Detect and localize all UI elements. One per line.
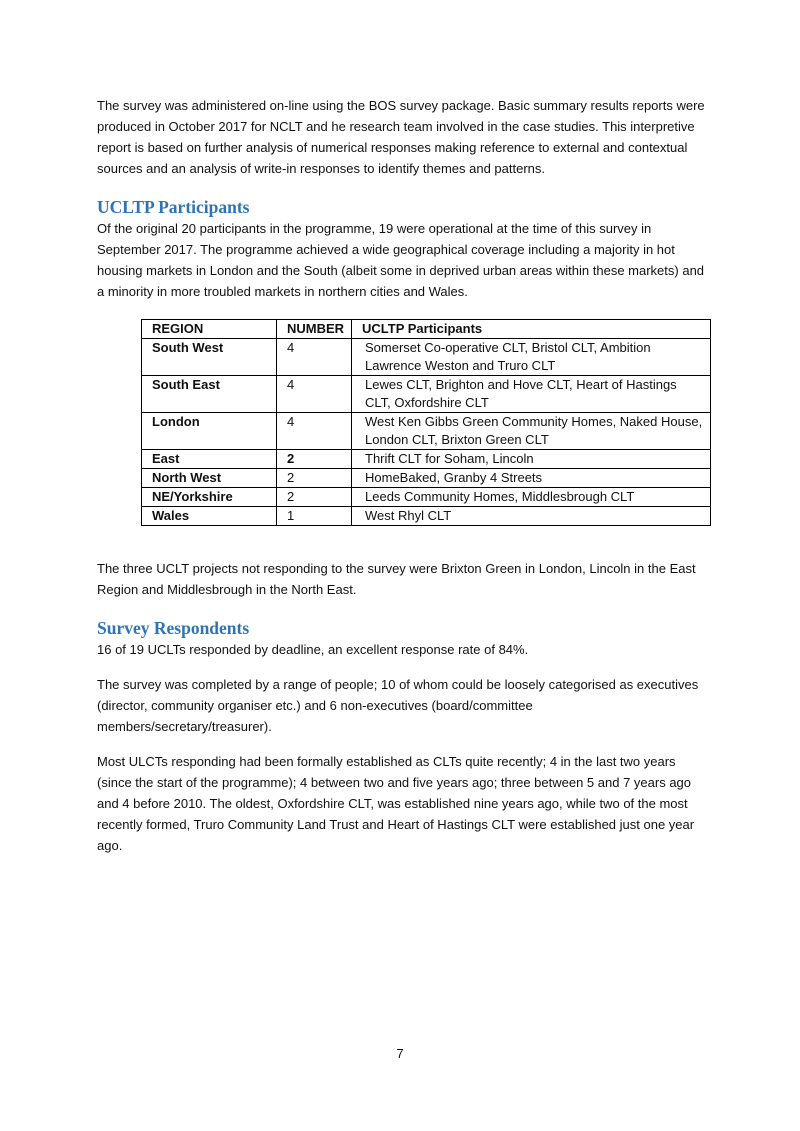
participants-cell: HomeBaked, Granby 4 Streets <box>352 469 711 488</box>
table-row <box>142 413 711 450</box>
region-cell: South East <box>142 376 277 413</box>
region-cell: NE/Yorkshire <box>142 488 277 507</box>
number-cell: 4 <box>277 376 352 413</box>
intro-paragraph: The survey was administered on-line using the BOS survey package. Basic summary results reports were produced in October 2017 for NCLT and he research team involved in the case studies. This interpretive report is based on further analysis of numerical responses making reference to external and contextual sources and an analysis of write-in responses to identify themes and patterns. <box>97 98 705 176</box>
number-cell: 2 <box>277 469 352 488</box>
header-region: REGION <box>142 320 277 339</box>
region-cell: London <box>142 413 277 450</box>
page-number: 7 <box>396 1046 404 1061</box>
document-page <box>97 95 707 856</box>
response-rate-paragraph: 16 of 19 UCLTs responded by deadline, an excellent response rate of 84%. <box>97 642 529 657</box>
number-cell: 4 <box>277 413 352 450</box>
number-cell: 2 <box>277 488 352 507</box>
participants-cell: West Rhyl CLT <box>352 507 711 526</box>
region-cell: Wales <box>142 507 277 526</box>
participants-cell: Lewes CLT, Brighton and Hove CLT, Heart of Hastings CLT, Oxfordshire CLT <box>352 376 711 413</box>
participants-cell: Somerset Co-operative CLT, Bristol CLT, Ambition Lawrence Weston and Truro CLT <box>352 339 711 376</box>
participants-cell: Thrift CLT for Soham, Lincoln <box>352 450 711 469</box>
region-cell: East <box>142 450 277 469</box>
region-cell: North West <box>142 469 277 488</box>
number-cell: 2 <box>277 450 352 469</box>
section-heading-respondents: Survey Respondents <box>97 618 250 638</box>
respondent-types-paragraph: The survey was completed by a range of people; 10 of whom could be loosely categorised as executives (director, community organiser etc.) and 6 non-executives (board/committee members/secretary/treasurer). <box>97 677 699 734</box>
participants-cell: West Ken Gibbs Green Community Homes, Naked House, London CLT, Brixton Green CLT <box>352 413 711 450</box>
section-heading-participants: UCLTP Participants <box>97 197 250 217</box>
participants-table <box>141 319 711 526</box>
region-cell: South West <box>142 339 277 376</box>
table-row <box>142 450 711 469</box>
table-row <box>142 469 711 488</box>
table-row <box>142 376 711 413</box>
number-cell: 1 <box>277 507 352 526</box>
table-header-row <box>142 320 711 339</box>
table-row <box>142 488 711 507</box>
header-participants: UCLTP Participants <box>352 320 711 339</box>
participants-cell: Leeds Community Homes, Middlesbrough CLT <box>352 488 711 507</box>
establishment-paragraph: Most ULCTs responding had been formally established as CLTs quite recently; 4 in the last two years (since the start of the programme); 4 between two and five years ago; three between 5 and 7 years ago and 4 before 2010. The oldest, Oxfordshire CLT, was established nine years ago, while two of the most recently formed, Truro Community Land Trust and Heart of Hastings CLT were established just one year ago. <box>97 754 695 853</box>
non-responders-paragraph: The three UCLT projects not responding to the survey were Brixton Green in London, Lincoln in the East Region and Middlesbrough in the North East. <box>97 561 696 597</box>
table-row <box>142 339 711 376</box>
header-number: NUMBER <box>277 320 352 339</box>
table-row <box>142 507 711 526</box>
number-cell: 4 <box>277 339 352 376</box>
participants-paragraph: Of the original 20 participants in the programme, 19 were operational at the time of this survey in September 2017. The programme achieved a wide geographical coverage including a majority in hot housing markets in London and the South (albeit some in deprived urban areas within these markets) and a minority in more troubled markets in northern cities and Wales. <box>97 221 705 299</box>
